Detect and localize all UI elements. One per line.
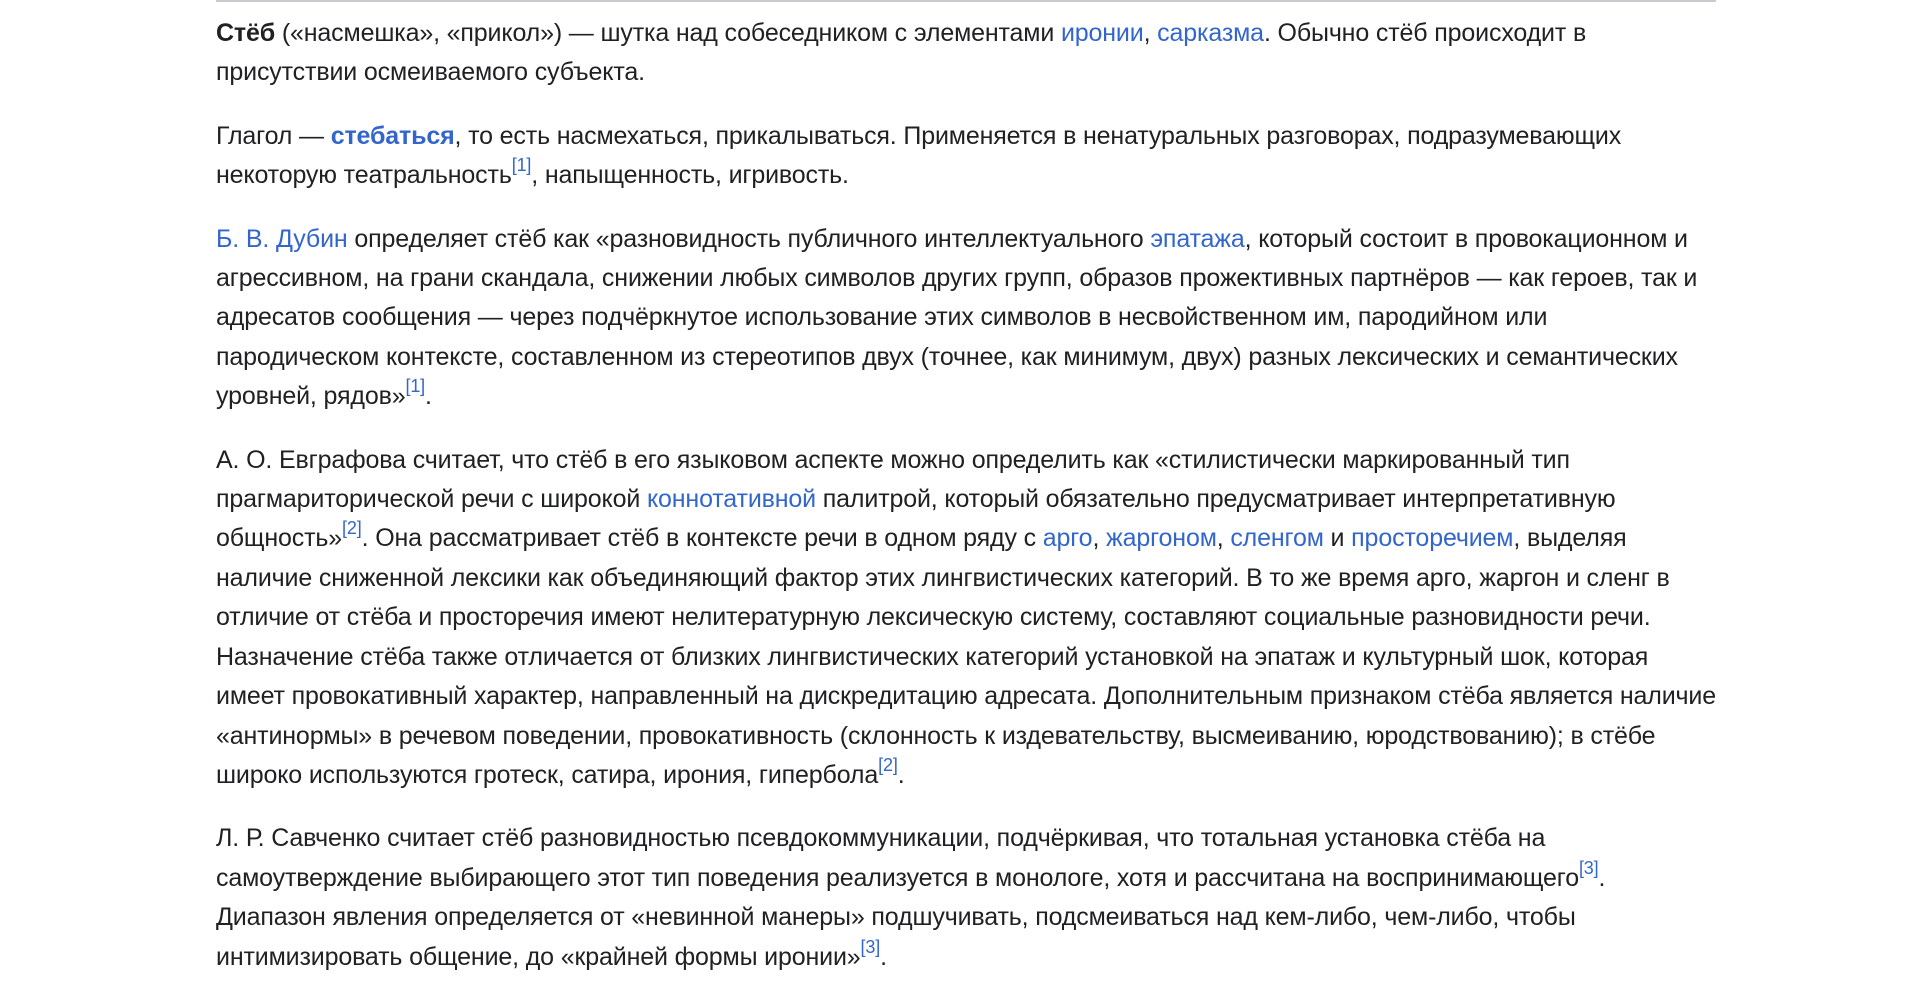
paragraph-text: А. О. Евграфова считает, что стёб в его языковом аспекте можно определить как «стилистически маркированный тип прагмариторической речи с широкой <box>216 445 1570 514</box>
paragraph-text: , выделяя наличие сниженной лексики как объединяющий фактор этих лингвистических категорий. В то же время арго, жаргон и сленг в отличие от стёба и просторечия имеют нелитературную лексическую систему, составляют социальные разновидности речи. Назначение стёба также отличается от близких лингвистических категорий установкой на эпатаж и культурный шок, которая имеет провокативный характер, направленный на дискредитацию адресата. Дополнительным признаком стёба является наличие «антинормы» в речевом поведении, провокативность (склонность к издевательству, высмеиванию, юродствованию); в стёбе широко используются гротеск, сатира, ирония, гипербола <box>216 524 1717 789</box>
paragraph-text: . Она рассматривает стёб в контексте речи в одном ряду с <box>361 524 1043 553</box>
paragraph-text: , <box>1216 524 1231 553</box>
paragraph-text: Л. Р. Савченко считает стёб разновидностью псевдокоммуникации, подчёркивая, что тотальная установка стёба на самоутверждение выбирающего этот тип поведения реализуется в монологе, хотя и рассчитана на воспринимающего <box>216 824 1579 892</box>
article-paragraph <box>216 14 1716 93</box>
paragraph-text: . <box>897 760 905 789</box>
paragraph-text: и <box>1323 524 1352 553</box>
reference-link[interactable]: [3] <box>1578 857 1599 878</box>
paragraph-text: . Обычно стёб происходит в присутствии осмеиваемого субъекта. <box>216 19 1587 87</box>
section-divider <box>216 0 1716 2</box>
paragraph-text: . Диапазон явления определяется от «невинной манеры» подшучивать, подсмеиваться над кем-либо, чем-либо, чтобы интимизировать общение, до «крайней формы иронии» <box>216 863 1606 971</box>
wiki-link[interactable]: сленгом <box>1230 524 1324 553</box>
reference-link[interactable]: [1] <box>511 155 532 176</box>
wiki-link[interactable]: просторечием <box>1351 524 1514 553</box>
article-body <box>216 14 1716 1001</box>
paragraph-text: Глагол — <box>216 121 331 150</box>
paragraph-text: , напыщенность, игривость. <box>531 161 849 190</box>
wiki-link[interactable]: коннотативной <box>646 485 816 514</box>
paragraph-text: , который состоит в провокационном и агрессивном, на грани скандала, снижении любых символов других групп, образов прожективных партнёров — как героев, так и адресатов сообщения — через подчёркнутое использование этих символов в несвойственном им, пародийном или пародическом контексте, составленном из стереотипов двух (точнее, как минимум, двух) разных лексических и семантических уровней, рядов» <box>216 224 1698 411</box>
article-paragraph <box>216 441 1716 796</box>
paragraph-text: («насмешка», «прикол») — шутка над собеседником с элементами <box>275 19 1061 47</box>
article-paragraph <box>216 117 1716 196</box>
reference-link[interactable]: [2] <box>878 754 898 775</box>
reference-link[interactable]: [1] <box>405 376 426 397</box>
article-paragraph <box>216 819 1716 977</box>
article-term: Стёб <box>216 19 276 47</box>
paragraph-text: , <box>1092 524 1107 553</box>
paragraph-text: , <box>1143 19 1158 47</box>
reference-link[interactable]: [2] <box>342 518 362 539</box>
paragraph-text: определяет стёб как «разновидность публичного интеллектуального <box>347 224 1151 253</box>
wiki-link-bold[interactable] <box>331 122 455 150</box>
paragraph-text: . <box>425 382 432 411</box>
wiki-link[interactable]: арго <box>1042 524 1093 553</box>
article-paragraph <box>216 220 1716 417</box>
wiki-link[interactable]: Б. В. Дубин <box>216 224 348 253</box>
wiki-link[interactable]: иронии <box>1060 19 1144 47</box>
wiki-link[interactable]: эпатажа <box>1150 224 1245 253</box>
wiki-link-bold-label: стебаться <box>330 121 455 150</box>
paragraph-text: , то есть насмехаться, прикалываться. Применяется в ненатуральных разговорах, подразумевающих некоторую театральность <box>216 121 1622 190</box>
wiki-link[interactable]: сарказма <box>1157 19 1264 47</box>
paragraph-text: палитрой, который обязательно предусматривает интерпретативную общность» <box>216 485 1616 553</box>
reference-link[interactable]: [3] <box>860 936 881 957</box>
wiki-link[interactable]: жаргоном <box>1106 524 1217 553</box>
paragraph-text: . <box>880 942 887 971</box>
